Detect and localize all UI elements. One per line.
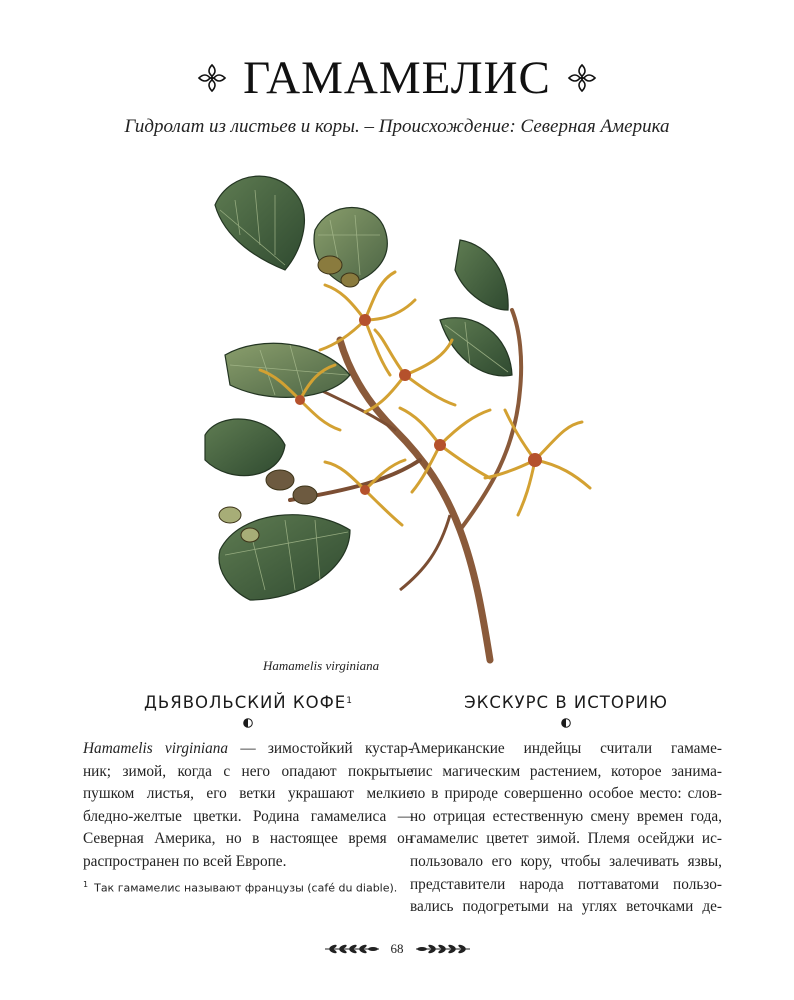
leaf-sprig-ornament-icon bbox=[414, 943, 472, 955]
page-footer bbox=[0, 940, 794, 958]
page-number: 68 bbox=[390, 941, 404, 956]
footnote-reference: 1 bbox=[346, 696, 352, 706]
paragraph-line: пушком листья, его ветки украшают мелкие bbox=[83, 785, 413, 803]
section-heading-history: ЭКСКУРС В ИСТОРИЮ bbox=[464, 693, 668, 712]
paragraph-line: вались подогретыми на углях веточками де- bbox=[410, 898, 722, 916]
paragraph-line: но отрицая естественную смену времен года, bbox=[410, 807, 722, 825]
paragraph-line: бледно-желтые цветки. Родина гамамелиса — bbox=[83, 807, 413, 825]
footnote-mark: 1 bbox=[83, 880, 89, 889]
paragraph-line: Американские индейцы считали гамаме- bbox=[410, 740, 722, 757]
paragraph-line: лис магическим растением, которое занима- bbox=[410, 762, 722, 780]
history-paragraph bbox=[410, 738, 722, 919]
page-title bbox=[0, 46, 794, 110]
paragraph-line: представители народа поттаватоми пользо- bbox=[410, 875, 722, 893]
devils-coffee-paragraph bbox=[83, 738, 413, 874]
paragraph-line: ник; зимой, когда с него опадают покрытые bbox=[83, 762, 413, 780]
half-moon-bullet-icon bbox=[243, 718, 253, 728]
footnote-text: Так гамамелис называют французы (café du diable). bbox=[94, 881, 398, 895]
half-moon-bullet-icon bbox=[561, 718, 571, 728]
left-column bbox=[83, 690, 413, 874]
illustration-caption: Hamamelis virginiana bbox=[263, 658, 380, 673]
subtitle: Гидролат из листьев и коры. – Происхождение: Северная Америка bbox=[124, 116, 670, 137]
quatrefoil-ornament-icon bbox=[567, 63, 597, 93]
paragraph-line: ло в природе совершенно особое место: слов- bbox=[410, 785, 722, 803]
right-column bbox=[410, 690, 722, 919]
paragraph-line: Hamamelis virginiana — зимостойкий кустар- bbox=[83, 740, 414, 757]
title-text: ГАМАМЕЛИС bbox=[243, 51, 551, 104]
paragraph-line: распространен по всей Европе. bbox=[83, 852, 287, 870]
section-heading-devils-coffee bbox=[83, 690, 413, 716]
paragraph-line: Северная Америка, но в настоящее время он bbox=[83, 830, 413, 848]
witch-hazel-branch-illustration bbox=[190, 160, 630, 680]
paragraph-line: гамамелис цветет зимой. Племя осейджи ис- bbox=[410, 830, 722, 848]
paragraph-line: пользовало его кору, чтобы залечивать язвы, bbox=[410, 852, 722, 870]
quatrefoil-ornament-icon bbox=[197, 63, 227, 93]
leaf-sprig-ornament-icon bbox=[323, 943, 381, 955]
heading-text: ДЬЯВОЛЬСКИЙ КОФЕ bbox=[144, 693, 347, 712]
footnote bbox=[83, 880, 397, 895]
